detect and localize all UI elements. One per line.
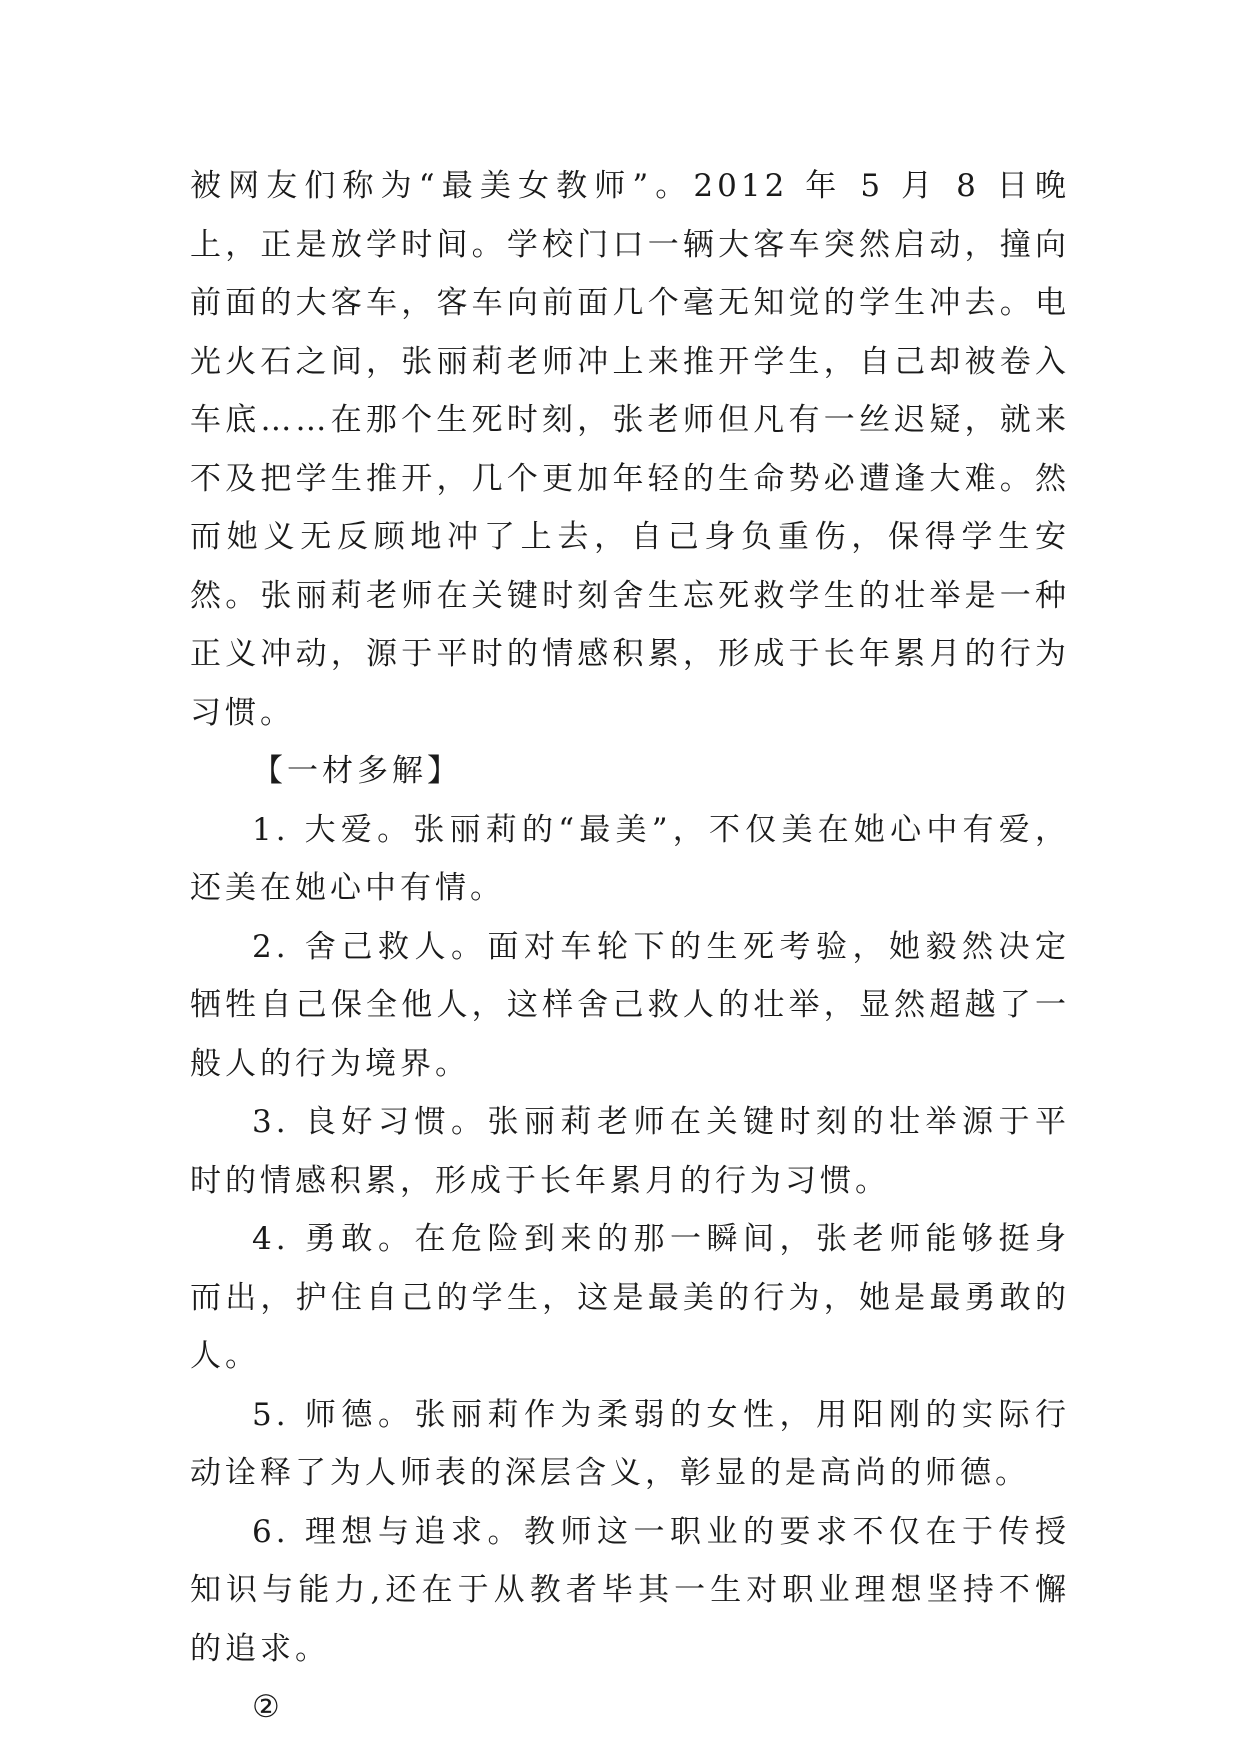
point-item: 5. 师德。张丽莉作为柔弱的女性，用阳刚的实际行动诠释了为人师表的深层含义，彰显的是高尚的师德。 [190, 1396, 1070, 1491]
point-item: 4. 勇敢。在危险到来的那一瞬间，张老师能够挺身而出，护住自己的学生，这是最美的行为，她是最勇敢的人。 [190, 1221, 1070, 1374]
point-item: 6. 理想与追求。教师这一职业的要求不仅在于传授知识与能力,还在于从教者毕其一生对职业理想坚持不懈的追求。 [190, 1513, 1070, 1667]
point-item: 2. 舍己救人。面对车轮下的生死考验，她毅然决定牺牲自己保全他人，这样舍己救人的壮举，显然超越了一般人的行为境界。 [190, 928, 1070, 1082]
document-body [190, 157, 1070, 1737]
footer-marker: ② [252, 1689, 284, 1725]
section-heading: 【一材多解】 [252, 753, 462, 789]
point-item: 3. 良好习惯。张丽莉老师在关键时刻的壮举源于平时的情感积累，形成于长年累月的行为习惯。 [190, 1104, 1070, 1199]
intro-paragraph: 被网友们称为“最美女教师”。2012 年 5 月 8 日晚上，正是放学时间。学校门口一辆大客车突然启动，撞向前面的大客车，客车向前面几个毫无知觉的学生冲去。电光火石之间，张丽莉老师冲上来推开学生，自己却被卷入车底……在那个生死时刻，张老师但凡有一丝迟疑，就来不及把学生推开，几个更加年轻的生命势必遭逢大难。然而她义无反顾地冲了上去，自己身负重伤，保得学生安然。张丽莉老师在关键时刻舍生忘死救学生的壮举是一种正义冲动，源于平时的情感积累，形成于长年累月的行为习惯。 [190, 168, 1070, 731]
point-item: 1. 大爱。张丽莉的“最美”，不仅美在她心中有爱，还美在她心中有情。 [190, 811, 1070, 906]
